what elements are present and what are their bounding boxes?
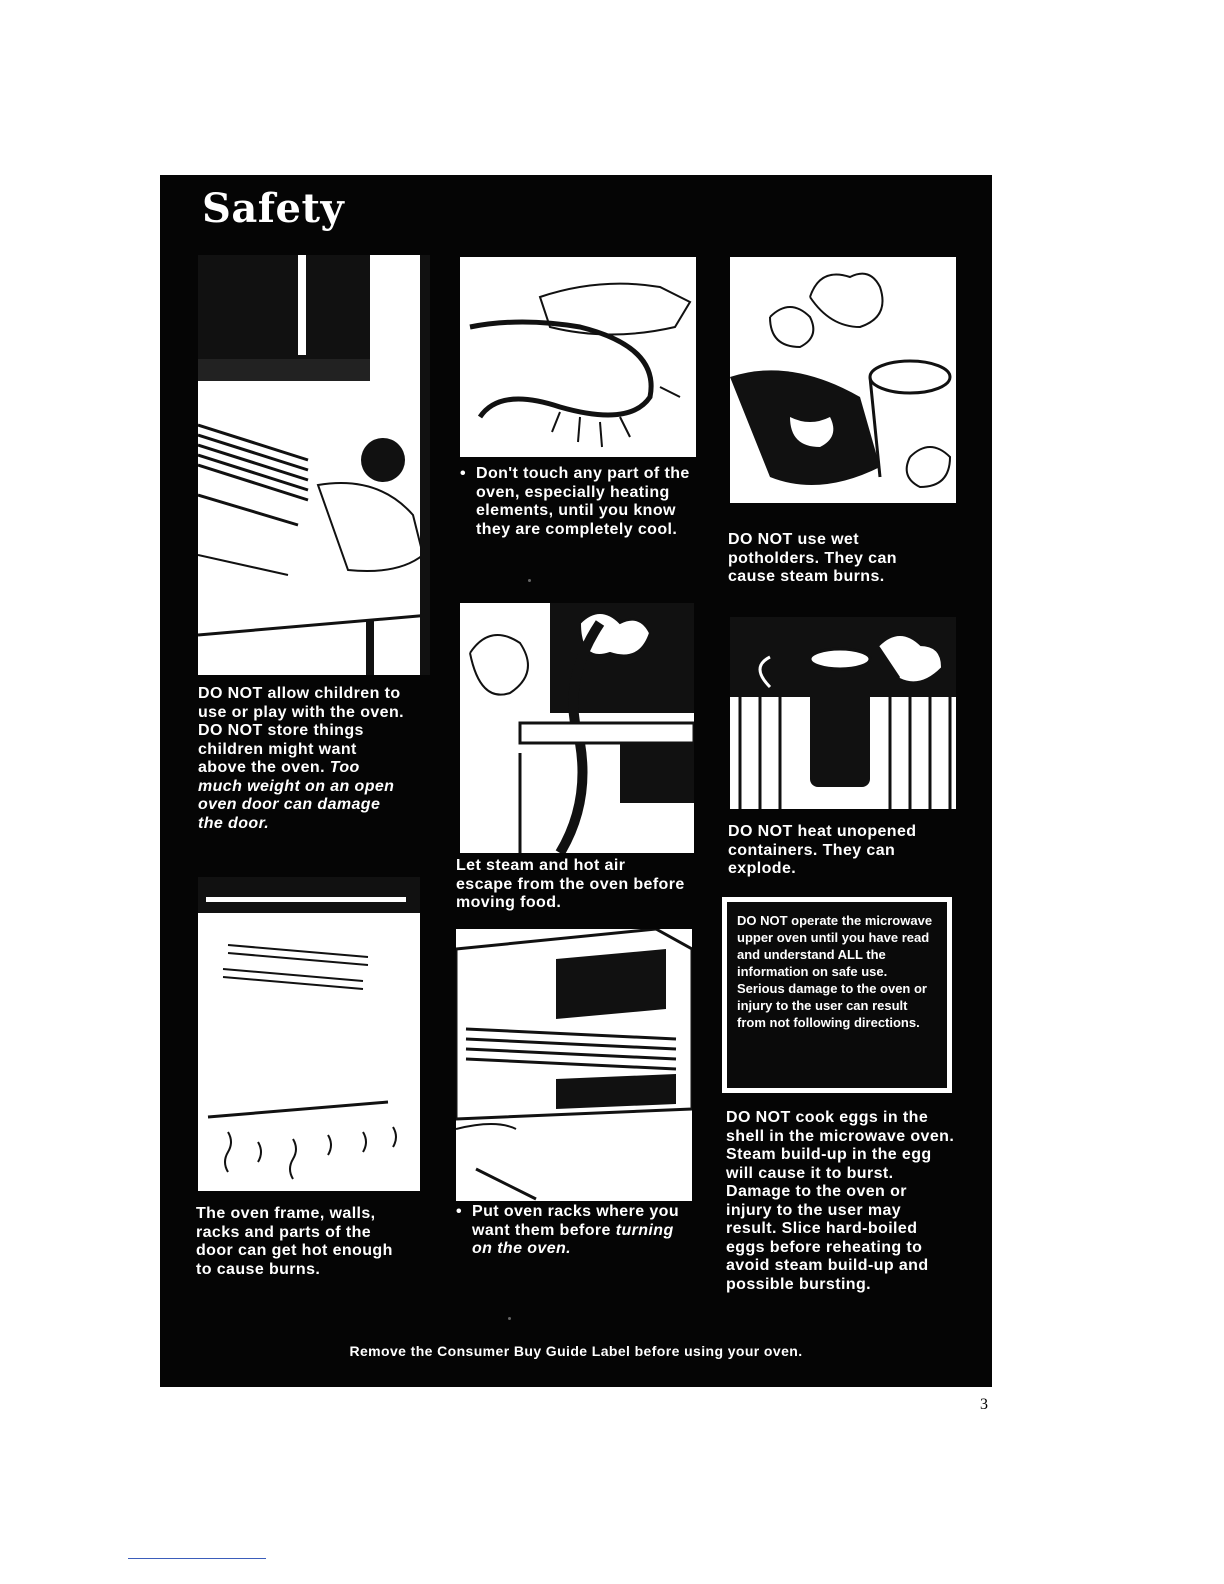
potholder-warning: DO NOT use wet potholders. They can cause steam burns. [728, 531, 897, 585]
do-not-label: DO NOT [198, 722, 263, 739]
eggs-warning: DO NOT cook eggs in the shell in the microwave oven. Steam build-up in the egg will cause it to burst. Damage to the oven or injury to the user may result. Slice hard-boiled eggs before reheating to avoid steam build-up and possible bursting. [726, 1109, 955, 1293]
steam-tip: Let steam and hot air escape from the oven before moving food. [456, 857, 685, 911]
do-not-label: DO NOT [728, 823, 793, 840]
illustration-child-at-oven [198, 255, 430, 675]
hot-parts-warning: The oven frame, walls, racks and parts of the door can get hot enough to cause burns. [196, 1205, 393, 1278]
do-not-label: DO NOT [726, 1109, 791, 1126]
racks-tip: • Put oven racks where you want them before turning on the oven. [456, 1203, 680, 1257]
bullet-icon: • [460, 465, 467, 482]
illustration-heating-element [460, 257, 696, 457]
illustration-wet-potholder [730, 257, 956, 503]
footnote-rule [128, 1558, 266, 1559]
warning-text: DO NOT operate the microwave upper oven until you have read and understand ALL the information on safe use. Serious damage to the oven or injury to the user can result from not following directions. [727, 902, 947, 1088]
footer-note: Remove the Consumer Buy Guide Label before using your oven. [349, 1343, 803, 1359]
speck [528, 579, 531, 582]
do-not-label: DO NOT [728, 531, 793, 548]
speck [508, 1317, 511, 1320]
dont-touch-tip: • Don't touch any part of the oven, especially heating elements, until you know they are completely cool. [460, 465, 690, 538]
do-not-label: DO NOT [198, 685, 263, 702]
warning-box [722, 897, 952, 1093]
page-title: Safety [202, 185, 345, 232]
illustration-open-oven [198, 877, 420, 1191]
safety-panel [160, 175, 992, 1387]
illustration-oven-racks [456, 929, 692, 1201]
illustration-steam-escape [460, 603, 694, 853]
children-warning: DO NOT allow children to use or play with the oven. DO NOT store things children might want above the oven. Too much weight on an open oven door can damage the door. [198, 685, 404, 832]
bullet-icon: • [456, 1203, 463, 1220]
container-warning: DO NOT heat unopened containers. They can explode. [728, 823, 917, 877]
illustration-unopened-container [730, 617, 956, 809]
page-number: 3 [980, 1396, 988, 1413]
